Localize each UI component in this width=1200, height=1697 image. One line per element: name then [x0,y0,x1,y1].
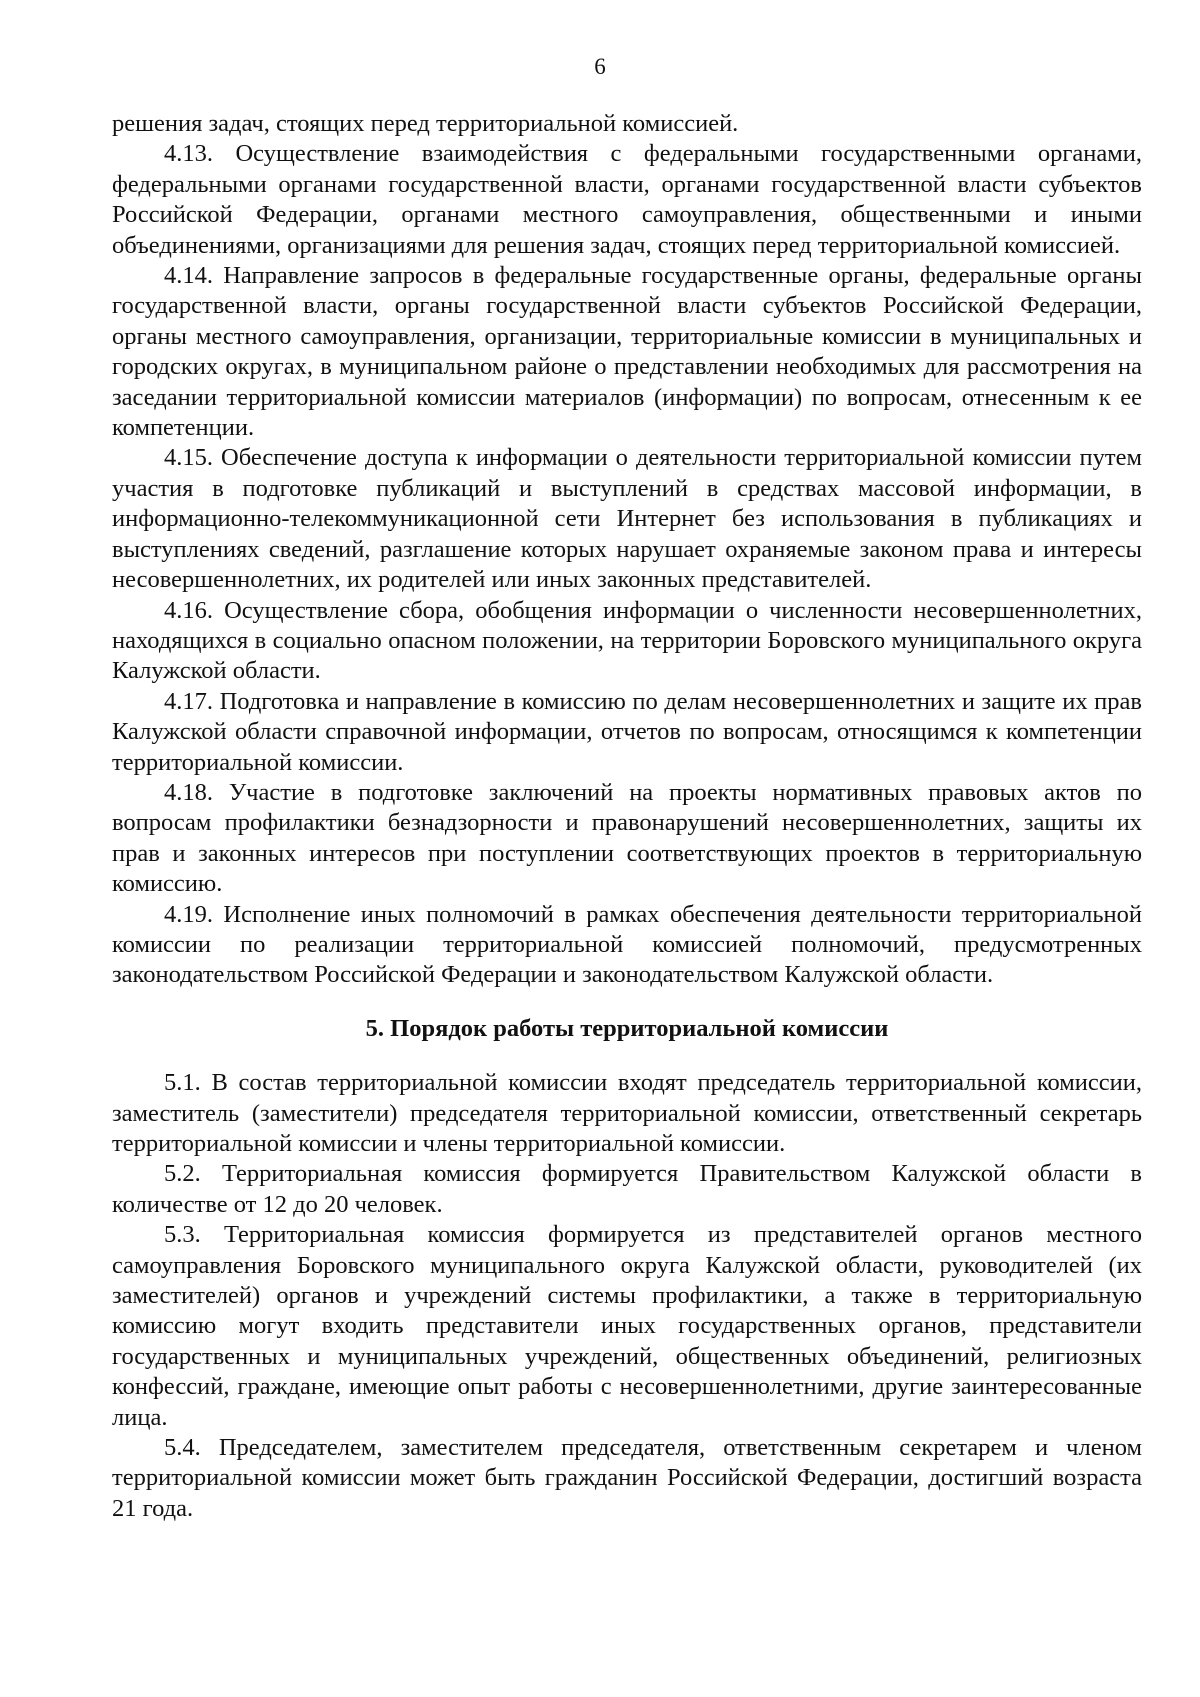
paragraph-5-4: 5.4. Председателем, заместителем председателя, ответственным секретарем и членом территориальной комиссии может быть гражданин Российской Федерации, достигший возраста 21 года. [112,1434,1142,1522]
paragraph-5-1: 5.1. В состав территориальной комиссии входят председатель территориальной комиссии, заместитель (заместители) председателя территориальной комиссии, ответственный секретарь территориальной комиссии и члены территориальной комиссии. [112,1069,1142,1157]
document-body [112,109,1142,1524]
paragraph-continuation: решения задач, стоящих перед территориальной комиссией. [112,110,739,137]
paragraph-4-17: 4.17. Подготовка и направление в комиссию по делам несовершеннолетних и защите их прав Калужской области справочной информации, отчетов по вопросам, относящимся к компетенции территориальной комиссии. [112,687,1142,776]
paragraph-5-3: 5.3. Территориальная комиссия формируется из представителей органов местного самоуправления Боровского муниципального округа Калужской области, руководителей (их заместителей) органов и учреждений системы профилактики, а также в территориальную комиссию могут входить представители иных государственных органов, представители государственных и муниципальных учреждений, общественных объединений, религиозных конфессий, граждане, имеющие опыт работы с несовершеннолетними, другие заинтересованные лица. [112,1221,1142,1431]
paragraph-4-15: 4.15. Обеспечение доступа к информации о деятельности территориальной комиссии путем участия в подготовке публикаций и выступлений в средствах массовой информации, в информационно-телекоммуникационной сети Интернет без использования в публикациях и выступлениях сведений, разглашение которых нарушает охраняемые законом права и интересы несовершеннолетних, их родителей или иных законных представителей. [112,444,1142,594]
paragraph-4-18: 4.18. Участие в подготовке заключений на проекты нормативных правовых актов по вопросам профилактики безнадзорности и правонарушений несовершеннолетних, защиты их прав и законных интересов при поступлении соответствующих проектов в территориальную комиссию. [112,778,1142,898]
paragraph-5-2: 5.2. Территориальная комиссия формируется Правительством Калужской области в количестве от 12 до 20 человек. [112,1160,1142,1218]
page-number: 6 [594,54,606,79]
section-heading: 5. Порядок работы территориальной комиссии [365,1014,889,1042]
paragraph-4-16: 4.16. Осуществление сбора, обобщения информации о численности несовершеннолетних, находящихся в социально опасном положении, на территории Боровского муниципального округа Калужской области. [112,596,1142,685]
paragraph-4-13: 4.13. Осуществление взаимодействия с федеральными государственными органами, федеральными органами государственной власти, органами государственной власти субъектов Российской Федерации, органами местного самоуправления, общественными и иными объединениями, организациями для решения задач, стоящих перед территориальной комиссией. [112,140,1142,259]
paragraph-4-14: 4.14. Направление запросов в федеральные государственные органы, федеральные органы государственной власти, органы государственной власти субъектов Российской Федерации, органы местного самоуправления, организации, территориальные комиссии в муниципальных и городских округах, в муниципальном районе о представлении необходимых для рассмотрения на заседании территориальной комиссии материалов (информации) по вопросам, отнесенным к ее компетенции. [112,262,1142,442]
paragraph-4-19: 4.19. Исполнение иных полномочий в рамках обеспечения деятельности территориальной комиссии по реализации территориальной комиссией полномочий, предусмотренных законодательством Российской Федерации и законодательством Калужской области. [112,900,1142,989]
